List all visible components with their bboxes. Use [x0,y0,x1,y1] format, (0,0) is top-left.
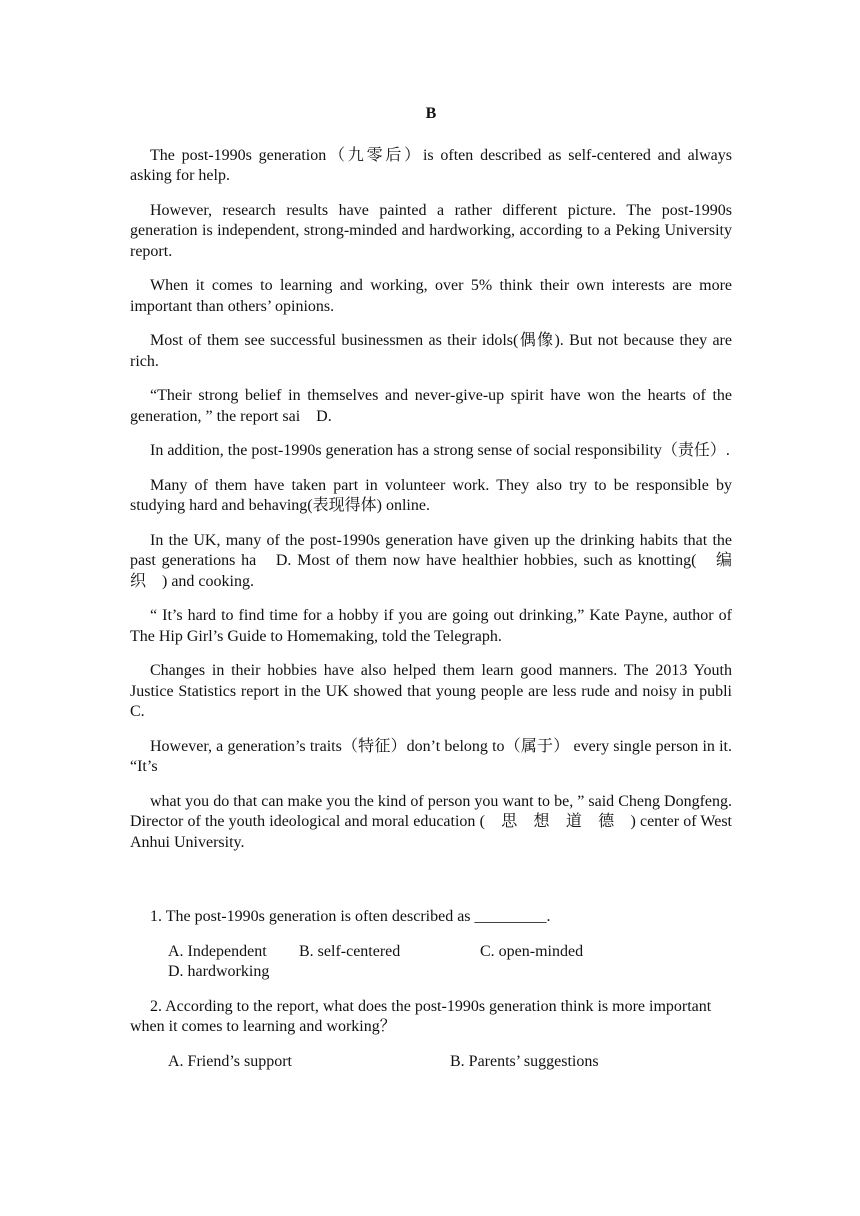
paragraph: However, research results have painted a rather different picture. The post-1990s generation is independent, strong-minded and hardworking, according to a Peking University report. [130,201,732,260]
paragraph: Most of them see successful businessmen as their idols(偶像). But not because they are rich. [130,332,732,370]
option-a: A. Independent [168,942,267,960]
paragraph: In addition, the post-1990s generation has a strong sense of social responsibility（责任）. [150,442,730,459]
paragraph: “ It’s hard to find time for a hobby if you are going out drinking,” Kate Payne, author of The Hip Girl’s Guide to Homemaking, told the Telegraph. [130,607,732,645]
question-stem: 2. According to the report, what does the post-1990s generation think is more important when it comes to learning and working？ [130,997,712,1035]
option-a: A. Friend’s support [168,1052,292,1070]
document-page [130,100,749,1086]
section-title: B [425,105,437,122]
paragraph: In the UK, many of the post-1990s generation have given up the drinking habits that the past generations ha D. Most of them now have healthier hobbies, such as knotting( 编 织 ) and cooking. [130,531,749,590]
paragraph: Many of them have taken part in volunteer work. They also try to be responsible by studying hard and behaving(表现得体) online. [130,476,732,514]
paragraph: However, a generation’s traits（特征）don’t belong to（属于） every single person in it. “It’s [130,737,732,775]
answer-options [130,942,732,983]
option-b: B. self-centered [299,942,401,960]
paragraph: “Their strong belief in themselves and never-give-up spirit have won the hearts of the generation, ” the report sai D. [130,387,732,425]
paragraph: The post-1990s generation（九零后）is often described as self-centered and always asking for help. [130,146,732,184]
paragraph: When it comes to learning and working, over 5% think their own interests are more important than others’ opinions. [130,277,732,315]
option-d: D. hardworking [168,963,270,980]
answer-options [130,1052,732,1073]
option-c: C. open-minded [480,942,584,960]
spacer [130,867,732,907]
option-b: B. Parents’ suggestions [450,1052,599,1070]
paragraph: Changes in their hobbies have also helped them learn good manners. The 2013 Youth Justice Statistics report in the UK showed that young people are less rude and noisy in publi C. [130,662,749,720]
paragraph: what you do that can make you the kind of person you want to be, ” said Cheng Dongfeng. Director of the youth ideological and moral education ( 思 想 道 德 ) center of West Anhui University. [130,792,732,851]
question-stem: 1. The post-1990s generation is often described as _________. [150,908,551,925]
